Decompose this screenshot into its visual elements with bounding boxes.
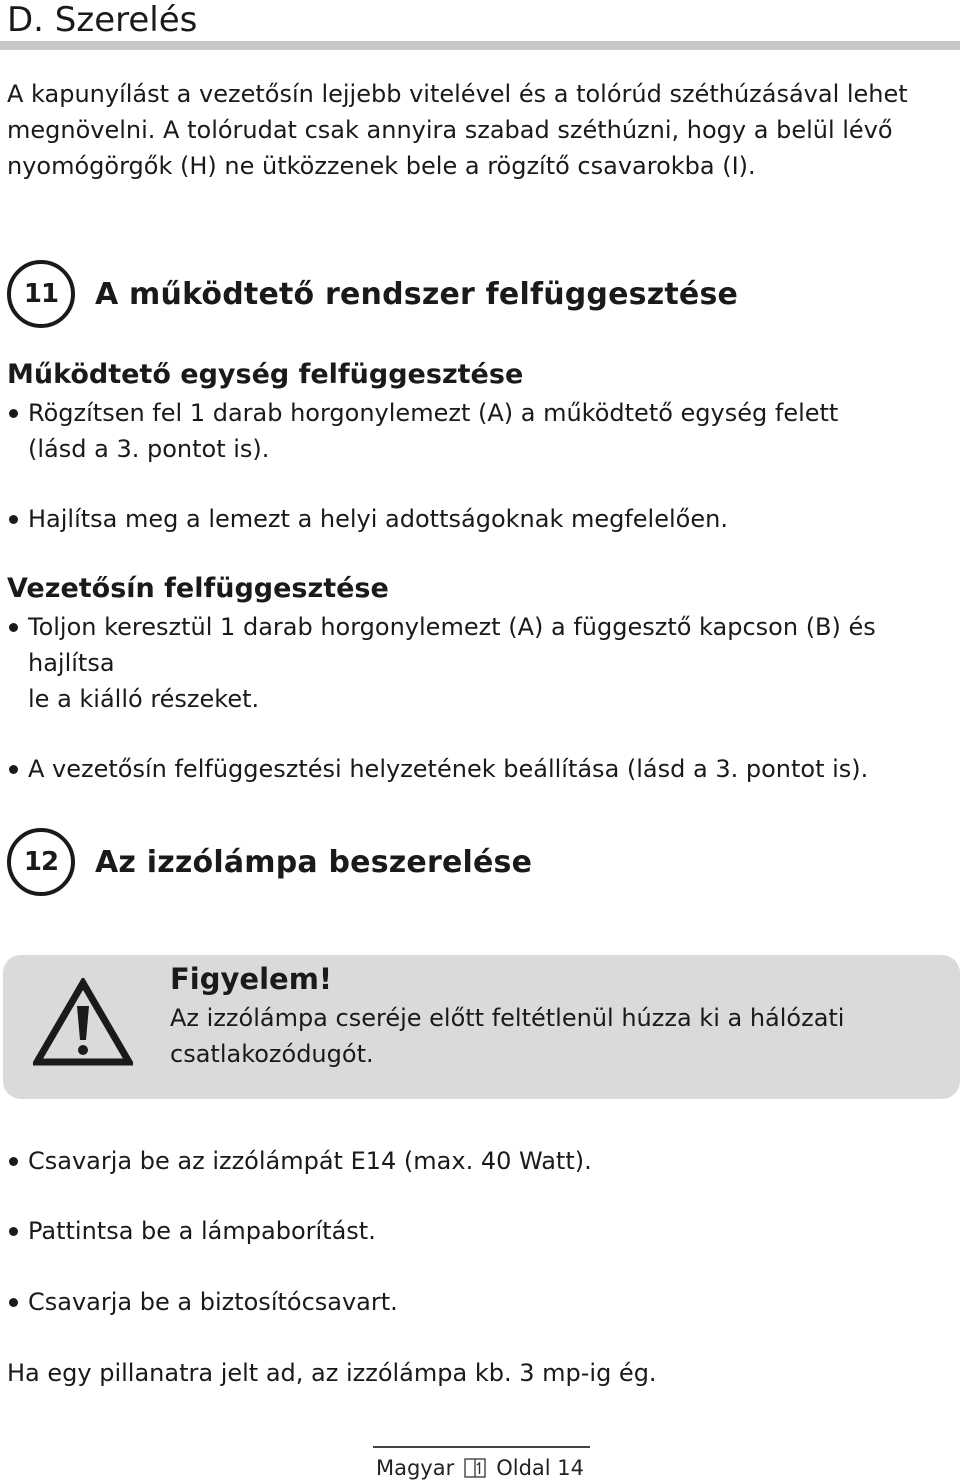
warning-line: csatlakozódugót. — [170, 1040, 374, 1068]
bullet-list — [7, 1143, 952, 1320]
bullet-icon — [7, 609, 28, 717]
warning-title: Figyelem! — [170, 962, 333, 996]
step-11-heading — [7, 260, 738, 328]
bullet-icon — [7, 1284, 28, 1320]
step-title: Az izzólámpa beszerelése — [95, 844, 533, 880]
list-item — [7, 751, 952, 787]
list-item-text: Rögzítsen fel 1 darab horgonylemezt (A) a működtető egység felett — [28, 399, 839, 427]
bullet-list — [7, 395, 952, 537]
title-divider — [0, 41, 960, 50]
list-item — [7, 1143, 952, 1179]
step-12-heading — [7, 828, 532, 896]
bullet-icon — [7, 1143, 28, 1179]
list-item-text: Hajlítsa meg a lemezt a helyi adottságoknak megfelelően. — [28, 505, 728, 533]
list-item-text: Pattintsa be a lámpaborítást. — [28, 1217, 376, 1245]
bullet-list — [7, 609, 952, 787]
footer-page-label: Oldal 14 — [496, 1456, 585, 1480]
warning-line: Az izzólámpa cseréje előtt feltétlenül húzza ki a hálózati — [170, 1004, 845, 1032]
intro-line: A kapunyílást a vezetősín lejjebb vitelével és a tolórúd széthúzásával lehet — [7, 80, 908, 108]
warning-triangle-icon — [33, 978, 133, 1066]
list-item — [7, 1284, 952, 1320]
footer-language: Magyar — [375, 1456, 455, 1480]
step-number-badge: 12 — [7, 828, 75, 896]
list-item — [7, 1213, 952, 1249]
list-item-text: Toljon keresztül 1 darab horgonylemezt (A) a függesztő kapcson (B) és hajlítsa — [28, 613, 876, 677]
bullet-icon — [7, 1213, 28, 1249]
list-item-text: A vezetősín felfüggesztési helyzetének beállítása (lásd a 3. pontot is). — [28, 755, 869, 783]
bullet-icon — [7, 751, 28, 787]
book-icon — [464, 1457, 486, 1479]
page-footer — [0, 1446, 960, 1480]
page-title: D. Szerelés — [7, 0, 198, 40]
intro-line: megnövelni. A tolórudat csak annyira szabad széthúzni, hogy a belül lévő — [7, 116, 893, 144]
subsection-heading: Vezetősín felfüggesztése — [7, 573, 389, 604]
list-item — [7, 609, 952, 717]
list-item — [7, 395, 952, 467]
warning-text — [170, 1000, 930, 1072]
list-item-text: Csavarja be a biztosítócsavart. — [28, 1288, 398, 1316]
bullet-icon — [7, 501, 28, 537]
bullet-icon — [7, 395, 28, 467]
list-item — [7, 501, 952, 537]
step-number-badge: 11 — [7, 260, 75, 328]
intro-line: nyomógörgők (H) ne ütközzenek bele a rögzítő csavarokba (I). — [7, 152, 756, 180]
intro-paragraph — [7, 76, 947, 184]
list-item-text: (lásd a 3. pontot is). — [28, 435, 270, 463]
list-item-text: Csavarja be az izzólámpát E14 (max. 40 Watt). — [28, 1147, 592, 1175]
step-title: A működtető rendszer felfüggesztése — [95, 276, 739, 312]
note-text: Ha egy pillanatra jelt ad, az izzólámpa kb. 3 mp-ig ég. — [7, 1359, 657, 1387]
subsection-heading: Működtető egység felfüggesztése — [7, 359, 524, 390]
list-item-text: le a kiálló részeket. — [28, 685, 260, 713]
